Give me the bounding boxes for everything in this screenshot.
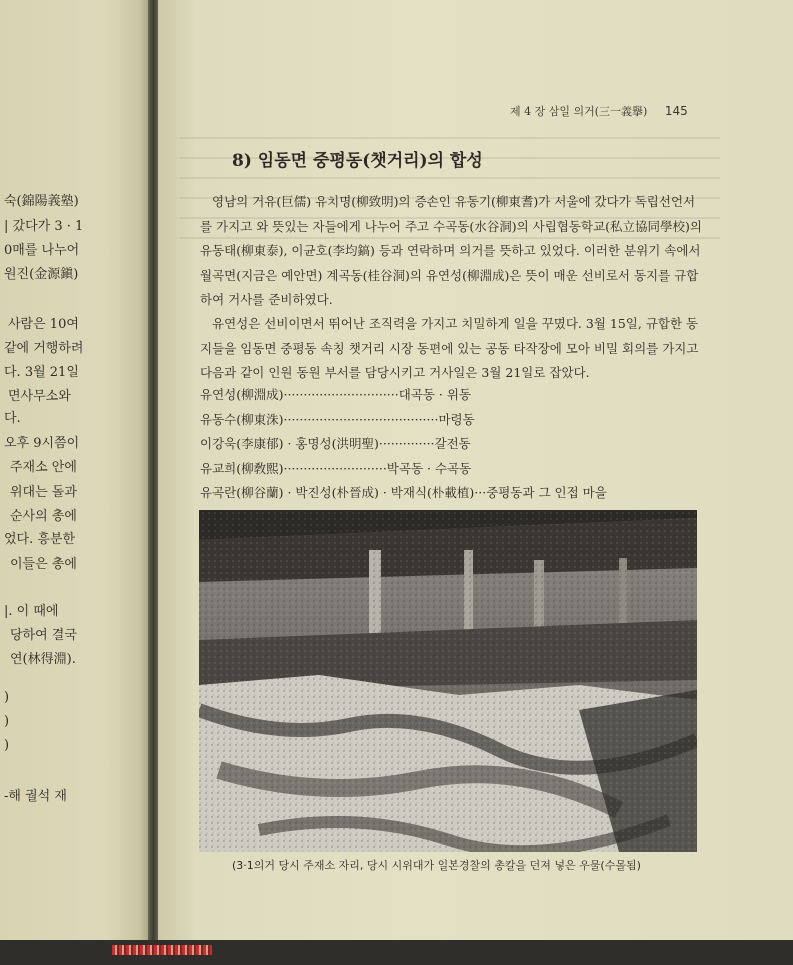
left-line: ) [4, 690, 10, 705]
assignment-area: 박곡동 · 수곡동 [386, 461, 472, 476]
left-line: 위대는 돌과 [10, 485, 77, 500]
page-number: 145 [664, 104, 688, 118]
left-line: ) [4, 738, 10, 753]
left-line: |. 이 때에 [4, 604, 59, 619]
assignment-names: 이강욱(李康郁) · 홍명성(洪明聖) [200, 436, 379, 451]
assignment-leader: ····························· [283, 387, 399, 402]
left-line: 숙(錦陽義塾) [4, 194, 79, 209]
left-line: 주재소 안에 [10, 460, 77, 475]
assignment-row [200, 459, 471, 477]
left-line: 면사무소와 [8, 389, 71, 404]
photo-caption: (3·1의거 당시 주재소 자리, 당시 시위대가 일본경찰의 총칼을 던져 넣은 우물(수몰됨) [232, 859, 641, 872]
paragraph-1: 영남의 거유(巨儒) 유치명(柳致明)의 증손인 유동기(柳東耆)가 서울에 갔다가 독립선언서를 가지고 와 뜻있는 자들에게 나누어 주고 수곡동(水谷洞)의 사립협동학교(私立協同學校)의 유동태(柳東泰), 이균호(李均鎬) 등과 연락하며 의거를 뜻하고 있었다. 이러한 분위기 속에서 월곡면(지금은 예안면) 계곡동(桂谷洞)의 유연성(柳淵成)은 뜻이 매운 선비로서 동지를 규합하여 거사를 준비하였다. [200, 194, 702, 307]
left-line: 었다. 흥분한 [4, 532, 76, 547]
assignment-names: 유연성(柳淵成) [200, 387, 284, 402]
left-line: ) [4, 714, 10, 729]
left-line: 다. [4, 411, 21, 426]
paragraph-2: 유연성은 선비이면서 뛰어난 조직력을 가지고 치밀하게 일을 꾸몄다. 3월 15일, 규합한 동지들을 임동면 중평동 속칭 챗거리 시장 동편에 있는 공동 타작장에 모아 비밀 회의를 가지고 다음과 같이 인원 동원 부서를 담당시키고 거사일은 3월 21일로 잡았다. [200, 316, 699, 380]
left-line: 연(林得淵). [10, 652, 76, 667]
left-line: 다. 3월 21일 [4, 365, 79, 380]
running-header [510, 103, 688, 119]
assignment-names: 유곡란(柳谷蘭) · 박진성(朴晉成) · 박재식(朴載植) [200, 485, 475, 500]
photo-illustration [199, 510, 697, 852]
left-line: 같에 거행하려 [4, 341, 84, 356]
left-line: 사람은 10여 [8, 317, 79, 332]
left-line: 이들은 총에 [10, 557, 77, 572]
assignment-leader: ··· [474, 485, 487, 500]
assignment-leader: ······································· [283, 412, 439, 427]
left-line: 당하여 결국 [10, 628, 77, 643]
left-page [0, 0, 152, 940]
section-title: 8) 임동면 중평동(챗거리)의 합성 [232, 151, 483, 171]
assignment-area: 마령동 [438, 412, 475, 427]
assignment-area: 갈전동 [434, 436, 471, 451]
chapter-title: 제 4 장 삼일 의거(三一義擧) [510, 105, 648, 118]
spine-binding [112, 945, 212, 955]
assignment-row [200, 385, 471, 403]
assignment-leader: ·············· [378, 436, 435, 451]
assignment-names: 유동수(柳東洙) [200, 412, 284, 427]
assignment-area: 대곡동 · 위동 [398, 387, 472, 402]
assignment-row [200, 410, 475, 428]
assignment-leader: ·························· [283, 461, 387, 476]
assignment-row [200, 434, 471, 452]
left-line: -해 궐석 재 [4, 789, 67, 804]
historical-photo [199, 510, 697, 852]
left-line: 순사의 총에 [10, 509, 77, 524]
left-line: 0매를 나누어 [4, 243, 80, 258]
left-line: 원진(金源鎭) [4, 267, 79, 282]
assignment-area: 중평동과 그 인접 마을 [486, 485, 607, 500]
assignment-names: 유교희(柳敎熙) [200, 461, 284, 476]
left-line: | 갔다가 3 · 1 [4, 219, 84, 234]
assignment-row [200, 483, 607, 501]
left-line: 오후 9시쯤이 [4, 436, 80, 451]
